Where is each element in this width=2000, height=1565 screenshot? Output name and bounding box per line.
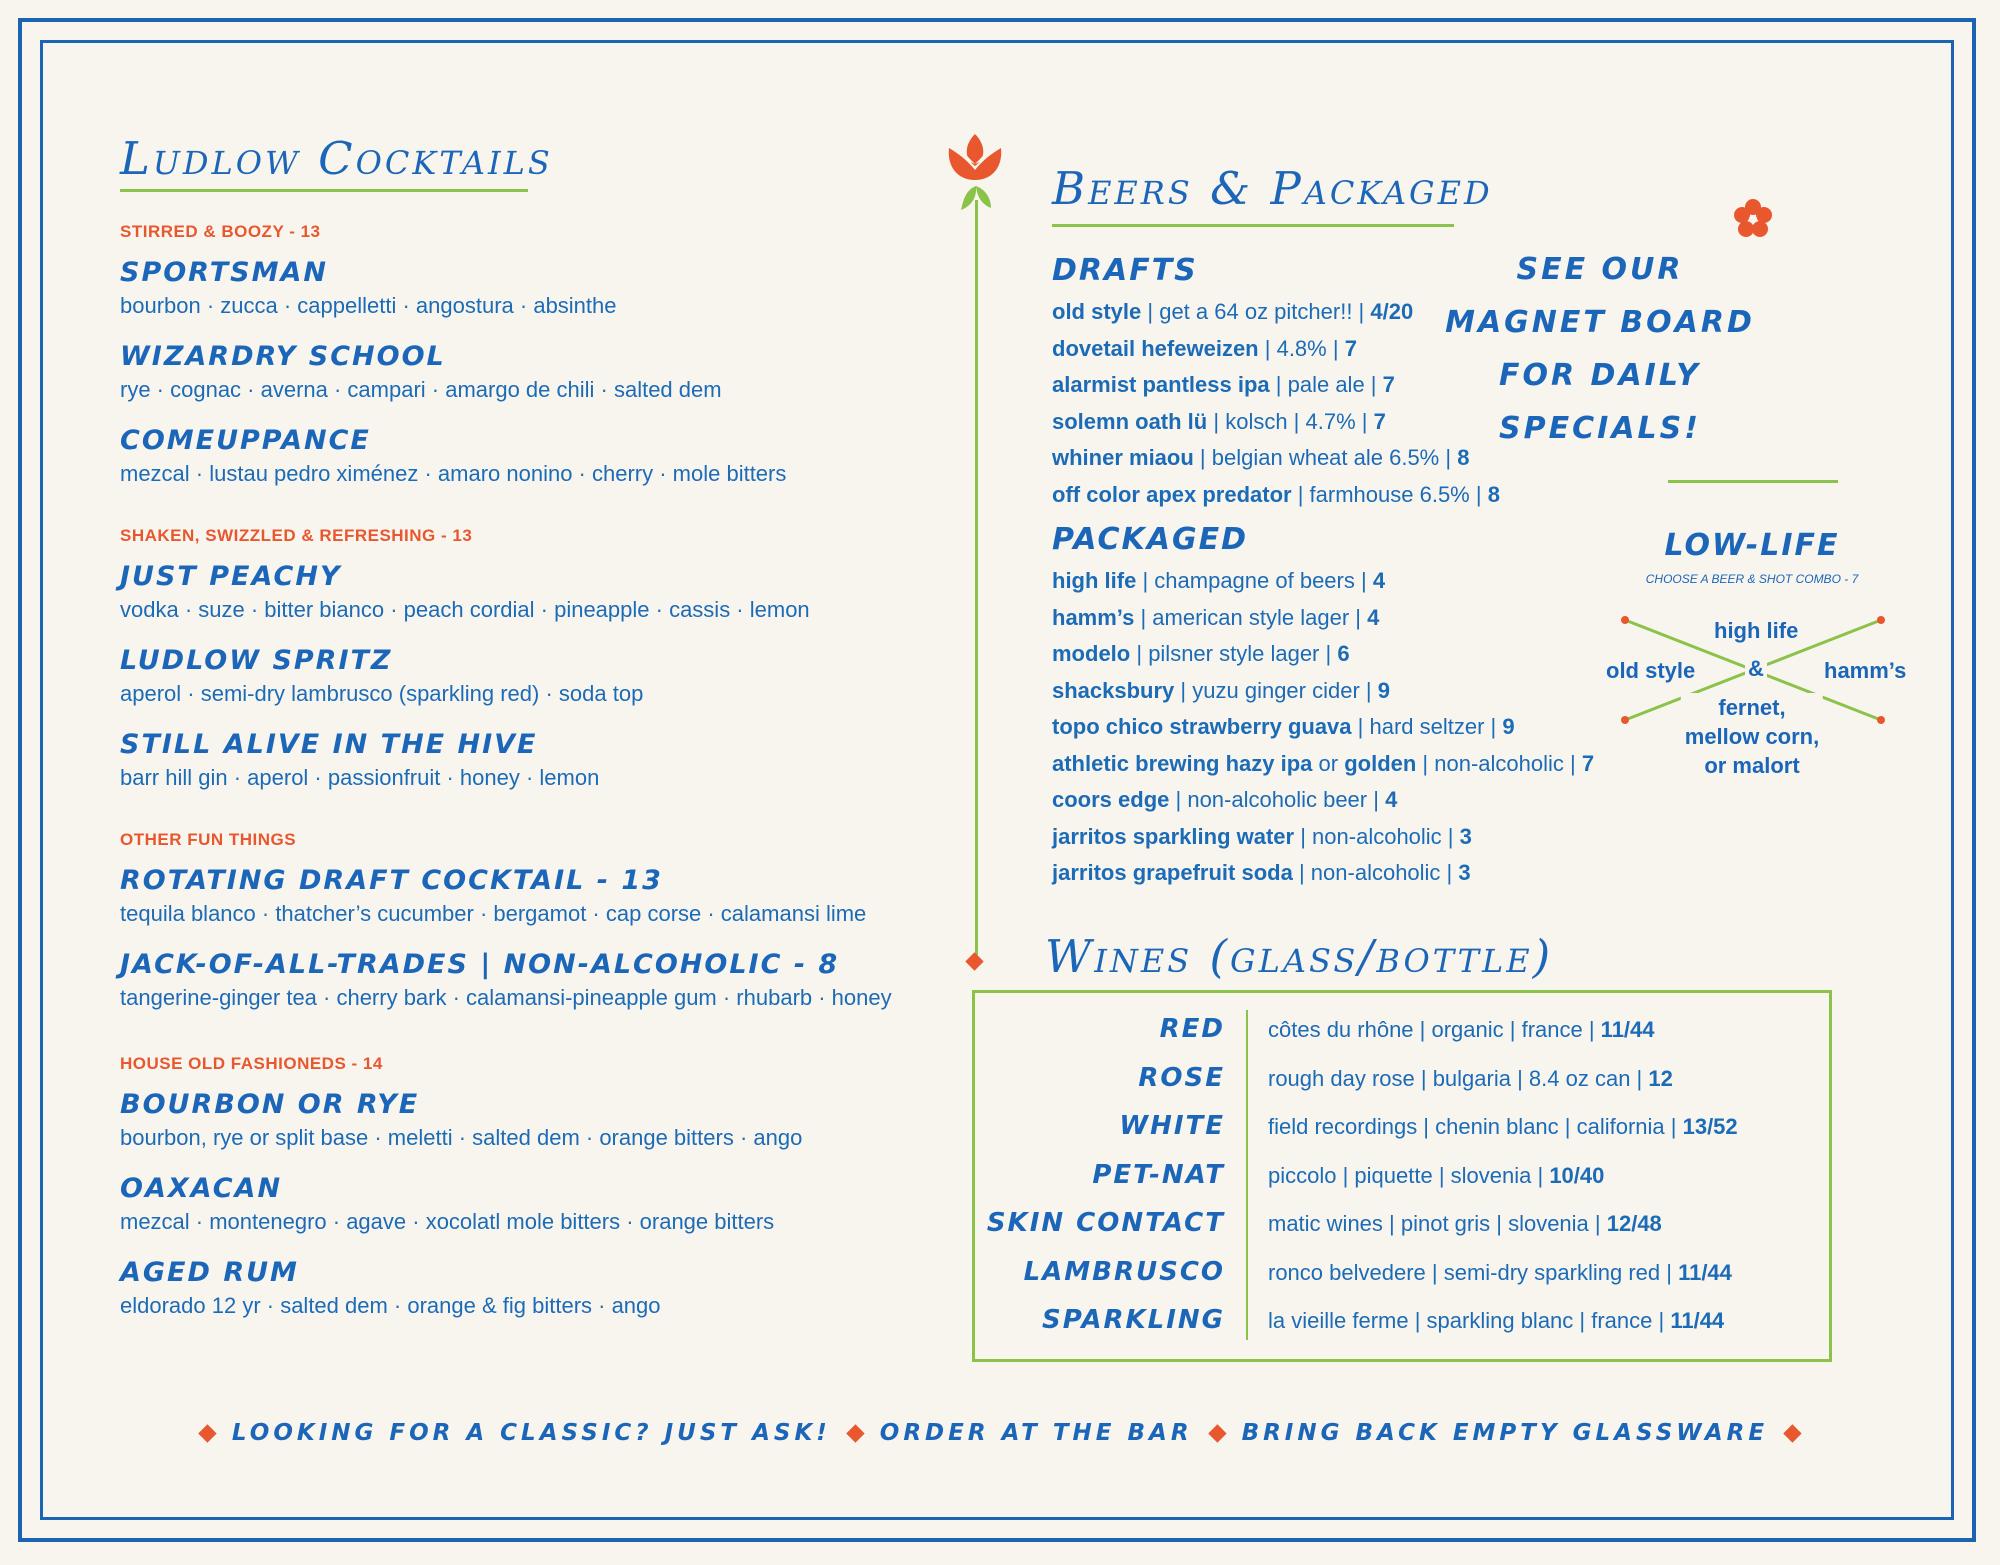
wine-row <box>1268 1163 1604 1189</box>
beer-row: hamm’s | american style lager | 4 <box>1052 604 1380 630</box>
wine-row <box>1268 1308 1724 1334</box>
drink-ingredients: barr hill gin · aperol · passionfruit · honey · lemon <box>120 765 600 790</box>
beer-row: solemn oath lü | kolsch | 4.7% | 7 <box>1052 408 1386 434</box>
beer-price: 4 <box>1385 787 1398 812</box>
beer-price: 7 <box>1581 750 1595 776</box>
wine-detail: ronco belvedere | semi-dry sparkling red | <box>1268 1259 1679 1285</box>
beer-name: old style <box>1052 299 1142 324</box>
footer-notes <box>201 1420 1799 1446</box>
beer-row: off color apex predator | farmhouse 6.5% | 8 <box>1052 481 1500 507</box>
combo-right: hamm’s <box>1820 658 1910 684</box>
wine-divider <box>1246 1010 1248 1340</box>
flower-stem <box>975 200 978 955</box>
beer-price: 7 <box>1344 335 1357 361</box>
drink-name: BOURBON OR RYE <box>120 1089 420 1120</box>
drink-name: LUDLOW SPRITZ <box>120 645 393 676</box>
wine-type: SKIN CONTACT <box>986 1208 1225 1238</box>
beer-price: 3 <box>1459 823 1472 849</box>
drink-name: JACK-OF-ALL-TRADES | NON-ALCOHOLIC - 8 <box>120 949 840 980</box>
drafts-heading: DRAFTS <box>1052 253 1198 288</box>
beer-detail: american style lager <box>1152 604 1350 630</box>
combo-top: high life <box>1710 618 1802 644</box>
flower-icon <box>1732 198 1774 240</box>
wine-row <box>1268 1211 1662 1237</box>
footer-diamond <box>198 1424 216 1442</box>
wine-detail: matic wines | pinot gris | slovenia | <box>1268 1211 1607 1236</box>
beer-name: whiner miaou <box>1052 445 1194 470</box>
beer-detail: hard seltzer <box>1369 714 1485 739</box>
wine-type: LAMBRUSCO <box>1023 1256 1225 1287</box>
lowlife-title: LOW-LIFE <box>1664 528 1840 563</box>
wine-row <box>1268 1260 1732 1286</box>
wine-price: 13/52 <box>1682 1114 1738 1139</box>
beer-detail: non-alcoholic beer <box>1187 787 1368 812</box>
drink-ingredients: tangerine-ginger tea · cherry bark · calamansi-pineapple gum · rhubarb · honey <box>120 985 892 1010</box>
wine-type: PET-NAT <box>1092 1159 1225 1190</box>
beer-price: 4 <box>1367 604 1380 630</box>
beer-name: solemn oath lü <box>1052 408 1208 434</box>
beer-row: coors edge | non-alcoholic beer | 4 <box>1052 787 1398 812</box>
specials-line: SPECIALS! <box>1499 411 1701 446</box>
drink-name: OAXACAN <box>120 1173 283 1204</box>
drink-ingredients: mezcal · montenegro · agave · xocolatl mole bitters · orange bitters <box>120 1209 775 1234</box>
wines-title: Wines (glass/bottle) <box>1045 930 1554 983</box>
beer-price: 3 <box>1458 860 1471 885</box>
beer-name: coors edge <box>1052 787 1170 812</box>
drink-name: ROTATING DRAFT COCKTAIL - 13 <box>120 865 663 896</box>
wine-detail: côtes du rhône | organic | france | <box>1268 1017 1601 1042</box>
specials-line: SEE OUR <box>1516 252 1684 287</box>
beer-row: jarritos grapefruit soda | non-alcoholic | 3 <box>1052 860 1471 885</box>
specials-line: FOR DAILY <box>1499 358 1701 393</box>
beers-title-rule <box>1052 224 1454 227</box>
category-heading: OTHER FUN THINGS <box>120 830 297 849</box>
combo-center: & <box>1745 656 1767 682</box>
lowlife-subtitle: CHOOSE A BEER & SHOT COMBO - 7 <box>1645 572 1859 586</box>
beer-row: athletic brewing hazy ipa or golden | non-alcoholic | 7 <box>1052 750 1595 776</box>
wine-price: 10/40 <box>1549 1162 1605 1188</box>
footer-diamond <box>1208 1424 1226 1442</box>
wine-price: 11/44 <box>1600 1017 1655 1042</box>
beer-row: shacksbury | yuzu ginger cider | 9 <box>1052 677 1390 703</box>
beer-price: 7 <box>1382 372 1395 397</box>
beer-name: topo chico strawberry guava <box>1052 714 1352 739</box>
beer-detail: yuzu ginger cider <box>1192 677 1360 703</box>
combo-bottom <box>1681 693 1823 780</box>
beer-price: 4/20 <box>1370 299 1414 324</box>
beer-row: modelo | pilsner style lager | 6 <box>1052 641 1350 666</box>
wine-detail: piccolo | piquette | slovenia | <box>1268 1162 1550 1188</box>
drink-ingredients: bourbon · zucca · cappelletti · angostura · absinthe <box>120 293 617 318</box>
beer-row: old style | get a 64 oz pitcher!! | 4/20 <box>1052 299 1414 324</box>
packaged-heading: PACKAGED <box>1052 522 1249 557</box>
beer-or: or <box>1318 750 1339 776</box>
wine-row <box>1268 1017 1655 1043</box>
wine-price: 12 <box>1648 1065 1673 1091</box>
wine-type: RED <box>1159 1014 1225 1044</box>
specials-line: MAGNET BOARD <box>1445 305 1755 340</box>
beer-detail: non-alcoholic <box>1312 823 1442 849</box>
combo-bottom-line: fernet, <box>1718 695 1786 720</box>
beer-price: 7 <box>1373 408 1386 434</box>
combo-bottom-line: mellow corn, <box>1684 724 1820 749</box>
beer-name: golden <box>1344 750 1417 776</box>
drink-ingredients: bourbon, rye or split base · meletti · salted dem · orange bitters · ango <box>120 1125 803 1150</box>
specials-note <box>1445 243 1755 455</box>
beer-detail: 4.8% <box>1276 335 1327 361</box>
cocktails-title: Ludlow Cocktails <box>120 132 553 185</box>
wine-detail: rough day rose | bulgaria | 8.4 oz can | <box>1268 1065 1649 1091</box>
wine-type: SPARKLING <box>1041 1305 1225 1335</box>
beer-detail: non-alcoholic <box>1434 750 1564 776</box>
specials-rule <box>1668 480 1838 483</box>
beer-detail: pilsner style lager <box>1148 641 1320 666</box>
drink-ingredients: tequila blanco · thatcher’s cucumber · bergamot · cap corse · calamansi lime <box>120 901 867 926</box>
category-heading: STIRRED & BOOZY - 13 <box>120 222 321 241</box>
beer-detail: champagne of beers <box>1154 568 1355 593</box>
drink-name: STILL ALIVE IN THE HIVE <box>120 729 538 760</box>
beer-name: jarritos sparkling water <box>1052 823 1295 849</box>
wine-type: WHITE <box>1119 1111 1225 1141</box>
beer-row: whiner miaou | belgian wheat ale 6.5% | 8 <box>1052 445 1470 470</box>
category-heading: HOUSE OLD FASHIONEDS - 14 <box>120 1054 383 1073</box>
drink-name: COMEUPPANCE <box>120 425 371 456</box>
wine-detail: la vieille ferme | sparkling blanc | france | <box>1268 1308 1671 1333</box>
beer-name: dovetail hefeweizen <box>1052 335 1259 361</box>
beer-price: 9 <box>1502 714 1515 739</box>
drink-ingredients: vodka · suze · bitter bianco · peach cordial · pineapple · cassis · lemon <box>120 597 810 622</box>
footer-diamond <box>846 1424 864 1442</box>
beer-name: shacksbury <box>1052 677 1175 703</box>
cocktails-title-rule <box>120 189 528 192</box>
footer-diamond <box>1783 1424 1801 1442</box>
beer-row: dovetail hefeweizen | 4.8% | 7 <box>1052 335 1357 361</box>
beer-price: 6 <box>1337 641 1350 666</box>
beer-detail: non-alcoholic <box>1310 860 1441 885</box>
beer-detail: farmhouse 6.5% <box>1309 481 1470 507</box>
beers-title: Beers & Packaged <box>1052 162 1493 215</box>
beer-detail: belgian wheat ale 6.5% <box>1211 445 1440 470</box>
wine-price: 11/44 <box>1678 1259 1732 1285</box>
wine-row <box>1268 1066 1673 1092</box>
beer-name: alarmist pantless ipa <box>1052 372 1270 397</box>
beer-price: 8 <box>1487 481 1500 507</box>
footer-note: BRING BACK EMPTY GLASSWARE <box>1241 1420 1769 1446</box>
combo-bottom-line: or malort <box>1704 753 1800 778</box>
beer-detail: pale ale <box>1287 372 1365 397</box>
beer-name: modelo <box>1052 641 1131 666</box>
beer-name: athletic brewing hazy ipa <box>1052 750 1313 776</box>
footer-note: ORDER AT THE BAR <box>879 1420 1193 1446</box>
beer-name: jarritos grapefruit soda <box>1052 860 1293 885</box>
beer-name: hamm’s <box>1052 604 1135 630</box>
drink-ingredients: aperol · semi-dry lambrusco (sparkling red) · soda top <box>120 681 644 706</box>
footer-note: LOOKING FOR A CLASSIC? JUST ASK! <box>231 1420 831 1446</box>
wine-detail: field recordings | chenin blanc | california | <box>1268 1114 1683 1139</box>
beer-name: off color apex predator <box>1052 481 1292 507</box>
drink-ingredients: eldorado 12 yr · salted dem · orange & fig bitters · ango <box>120 1293 661 1318</box>
wine-row <box>1268 1114 1738 1140</box>
wine-type: ROSE <box>1138 1062 1225 1093</box>
beer-detail: get a 64 oz pitcher!! <box>1159 299 1353 324</box>
drink-name: AGED RUM <box>120 1257 299 1288</box>
beer-detail: kolsch | 4.7% <box>1225 408 1356 434</box>
drink-ingredients: mezcal · lustau pedro ximénez · amaro nonino · cherry · mole bitters <box>120 461 787 486</box>
wine-price: 11/44 <box>1670 1308 1725 1333</box>
category-heading: SHAKEN, SWIZZLED & REFRESHING - 13 <box>120 526 473 545</box>
beer-row: topo chico strawberry guava | hard seltzer | 9 <box>1052 714 1515 739</box>
combo-left: old style <box>1602 658 1699 684</box>
drink-name: SPORTSMAN <box>120 257 328 288</box>
wine-price: 12/48 <box>1606 1211 1662 1236</box>
drink-ingredients: rye · cognac · averna · campari · amargo de chili · salted dem <box>120 377 722 402</box>
beer-row: high life | champagne of beers | 4 <box>1052 568 1386 593</box>
beer-price: 8 <box>1457 445 1470 470</box>
beer-name: high life <box>1052 568 1137 593</box>
beer-price: 4 <box>1372 568 1386 593</box>
drink-name: WIZARDRY SCHOOL <box>120 341 446 372</box>
beer-price: 9 <box>1377 677 1390 703</box>
beer-row: alarmist pantless ipa | pale ale | 7 <box>1052 372 1395 397</box>
beer-row: jarritos sparkling water | non-alcoholic | 3 <box>1052 823 1472 849</box>
drink-name: JUST PEACHY <box>120 561 342 592</box>
